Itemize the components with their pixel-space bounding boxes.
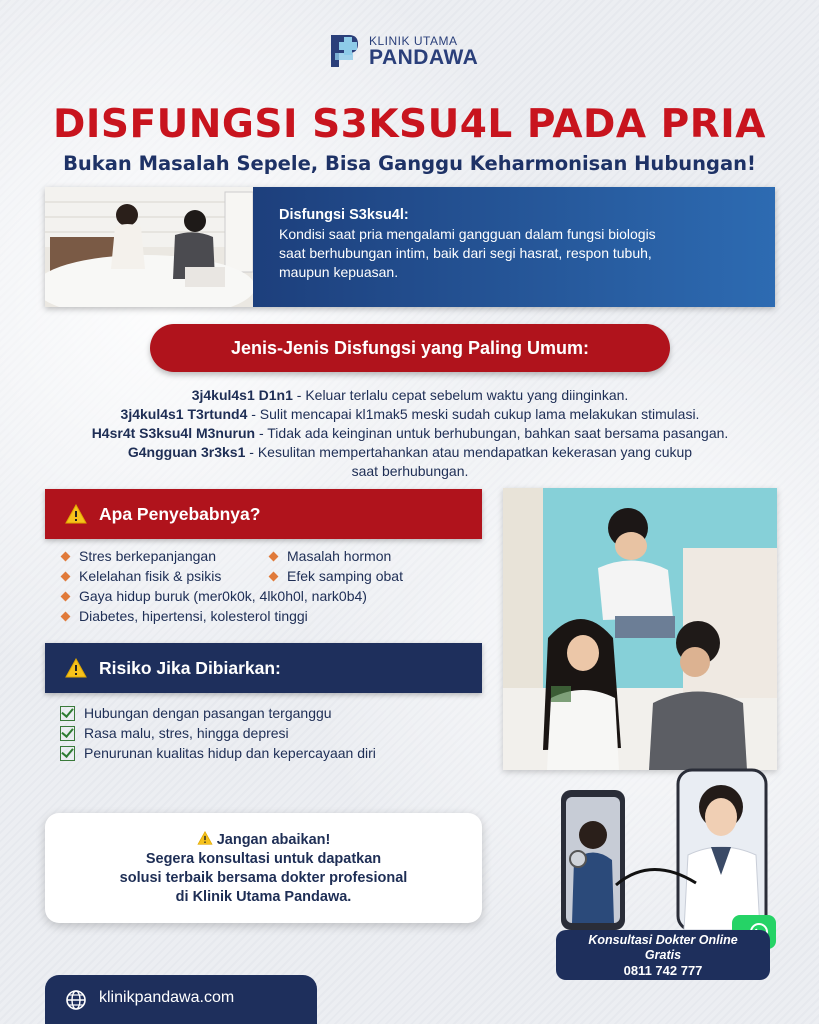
cta-box bbox=[45, 813, 482, 923]
logo-line2: PANDAWA bbox=[369, 45, 479, 69]
bullet-icon bbox=[61, 571, 71, 581]
bullet-icon bbox=[61, 611, 71, 621]
type-item bbox=[40, 443, 780, 462]
type-item bbox=[40, 405, 780, 424]
definition-text bbox=[279, 225, 751, 282]
consult-phone[interactable]: 0811 742 777 bbox=[623, 963, 703, 978]
warning-icon bbox=[65, 504, 87, 524]
cause-item bbox=[270, 548, 391, 564]
definition-line: saat berhubungan intim, baik dari segi hasrat, respon tubuh, bbox=[279, 245, 652, 261]
stressed-couple-photo bbox=[503, 488, 777, 770]
bullet-icon bbox=[61, 551, 71, 561]
type-term: 3j4kul4s1 D1n1 bbox=[191, 387, 293, 403]
causes-header bbox=[45, 489, 482, 539]
definition-box bbox=[253, 187, 775, 307]
types-list bbox=[40, 386, 780, 481]
bullet-icon bbox=[269, 551, 279, 561]
clinic-logo bbox=[325, 30, 505, 72]
cta-line2: Segera konsultasi untuk dapatkan bbox=[145, 851, 382, 867]
cause-item bbox=[62, 568, 221, 584]
consult-free: Gratis bbox=[644, 948, 682, 962]
type-desc: - Tidak ada keinginan untuk berhubungan, bahkan saat bersama pasangan. bbox=[255, 425, 729, 441]
type-item bbox=[40, 424, 780, 443]
bullet-icon bbox=[269, 571, 279, 581]
risk-text: Rasa malu, stres, hingga depresi bbox=[84, 725, 289, 741]
cta-line1-row bbox=[45, 831, 482, 850]
causes-heading: Apa Penyebabnya? bbox=[99, 503, 261, 524]
type-term: G4ngguan 3r3ks1 bbox=[127, 444, 246, 460]
logo-line1: KLINIK UTAMA bbox=[369, 33, 458, 48]
risk-text: Hubungan dengan pasangan terganggu bbox=[84, 705, 332, 721]
cta-line1: Jangan abaikan! bbox=[216, 832, 331, 848]
type-term: H4sr4t S3ksu4l M3nurun bbox=[91, 425, 256, 441]
checkbox-icon bbox=[60, 706, 75, 721]
page-subtitle: Bukan Masalah Sepele, Bisa Ganggu Keharmonisan Hubungan! bbox=[63, 152, 756, 175]
warning-icon bbox=[65, 658, 87, 678]
type-item-tail: saat berhubungan. bbox=[351, 463, 469, 479]
cause-text: Stres berkepanjangan bbox=[79, 548, 216, 564]
cta-line4: di Klinik Utama Pandawa. bbox=[175, 889, 352, 905]
globe-icon bbox=[65, 989, 87, 1011]
cause-text: Efek samping obat bbox=[287, 568, 403, 584]
cause-text: Kelelahan fisik & psikis bbox=[79, 568, 222, 584]
definition-line: maupun kepuasan. bbox=[279, 264, 399, 280]
checkbox-icon bbox=[60, 726, 75, 741]
definition-line: Kondisi saat pria mengalami gangguan dalam fungsi biologis bbox=[279, 226, 656, 242]
risk-item bbox=[60, 703, 376, 723]
cta-line3: solusi terbaik bersama dokter profesional bbox=[119, 870, 408, 886]
definition-heading: Disfungsi S3ksu4l: bbox=[279, 207, 409, 223]
risks-heading: Risiko Jika Dibiarkan: bbox=[99, 657, 281, 678]
doctor-phone-illustration bbox=[556, 765, 786, 935]
cause-item bbox=[62, 588, 367, 604]
type-item bbox=[40, 386, 780, 405]
footer-bar bbox=[45, 975, 317, 1024]
checkbox-icon bbox=[60, 746, 75, 761]
type-desc: - Keluar terlalu cepat sebelum waktu yang diinginkan. bbox=[292, 387, 629, 403]
page-title: DISFUNGSI S3KSU4L PADA PRIA bbox=[52, 102, 766, 147]
cause-item bbox=[62, 548, 216, 564]
type-desc: - Kesulitan mempertahankan atau mendapatkan kekerasan yang cukup bbox=[245, 444, 693, 460]
cross-logo-icon bbox=[325, 31, 361, 71]
risk-item bbox=[60, 743, 376, 763]
warning-icon bbox=[197, 831, 213, 845]
consult-badge[interactable] bbox=[556, 930, 770, 980]
cause-item bbox=[270, 568, 403, 584]
risk-item bbox=[60, 723, 376, 743]
risks-header bbox=[45, 643, 482, 693]
cause-text: Diabetes, hipertensi, kolesterol tinggi bbox=[79, 608, 308, 624]
risks-list bbox=[60, 703, 376, 763]
risk-text: Penurunan kualitas hidup dan kepercayaan diri bbox=[84, 745, 376, 761]
type-desc: - Sulit mencapai kl1mak5 meski sudah cukup lama melakukan stimulasi. bbox=[247, 406, 700, 422]
consult-label: Konsultasi Dokter Online bbox=[588, 933, 738, 947]
cause-text: Gaya hidup buruk (mer0k0k, 4lk0h0l, nark0b4) bbox=[79, 588, 367, 604]
couple-bed-photo bbox=[45, 187, 253, 307]
type-term: 3j4kul4s1 T3rtund4 bbox=[120, 406, 248, 422]
types-heading-pill: Jenis-Jenis Disfungsi yang Paling Umum: bbox=[150, 324, 670, 372]
cause-text: Masalah hormon bbox=[287, 548, 392, 564]
cause-item bbox=[62, 608, 308, 624]
website-link[interactable]: klinikpandawa.com bbox=[99, 989, 235, 1006]
bullet-icon bbox=[61, 591, 71, 601]
definition-banner bbox=[45, 187, 775, 307]
